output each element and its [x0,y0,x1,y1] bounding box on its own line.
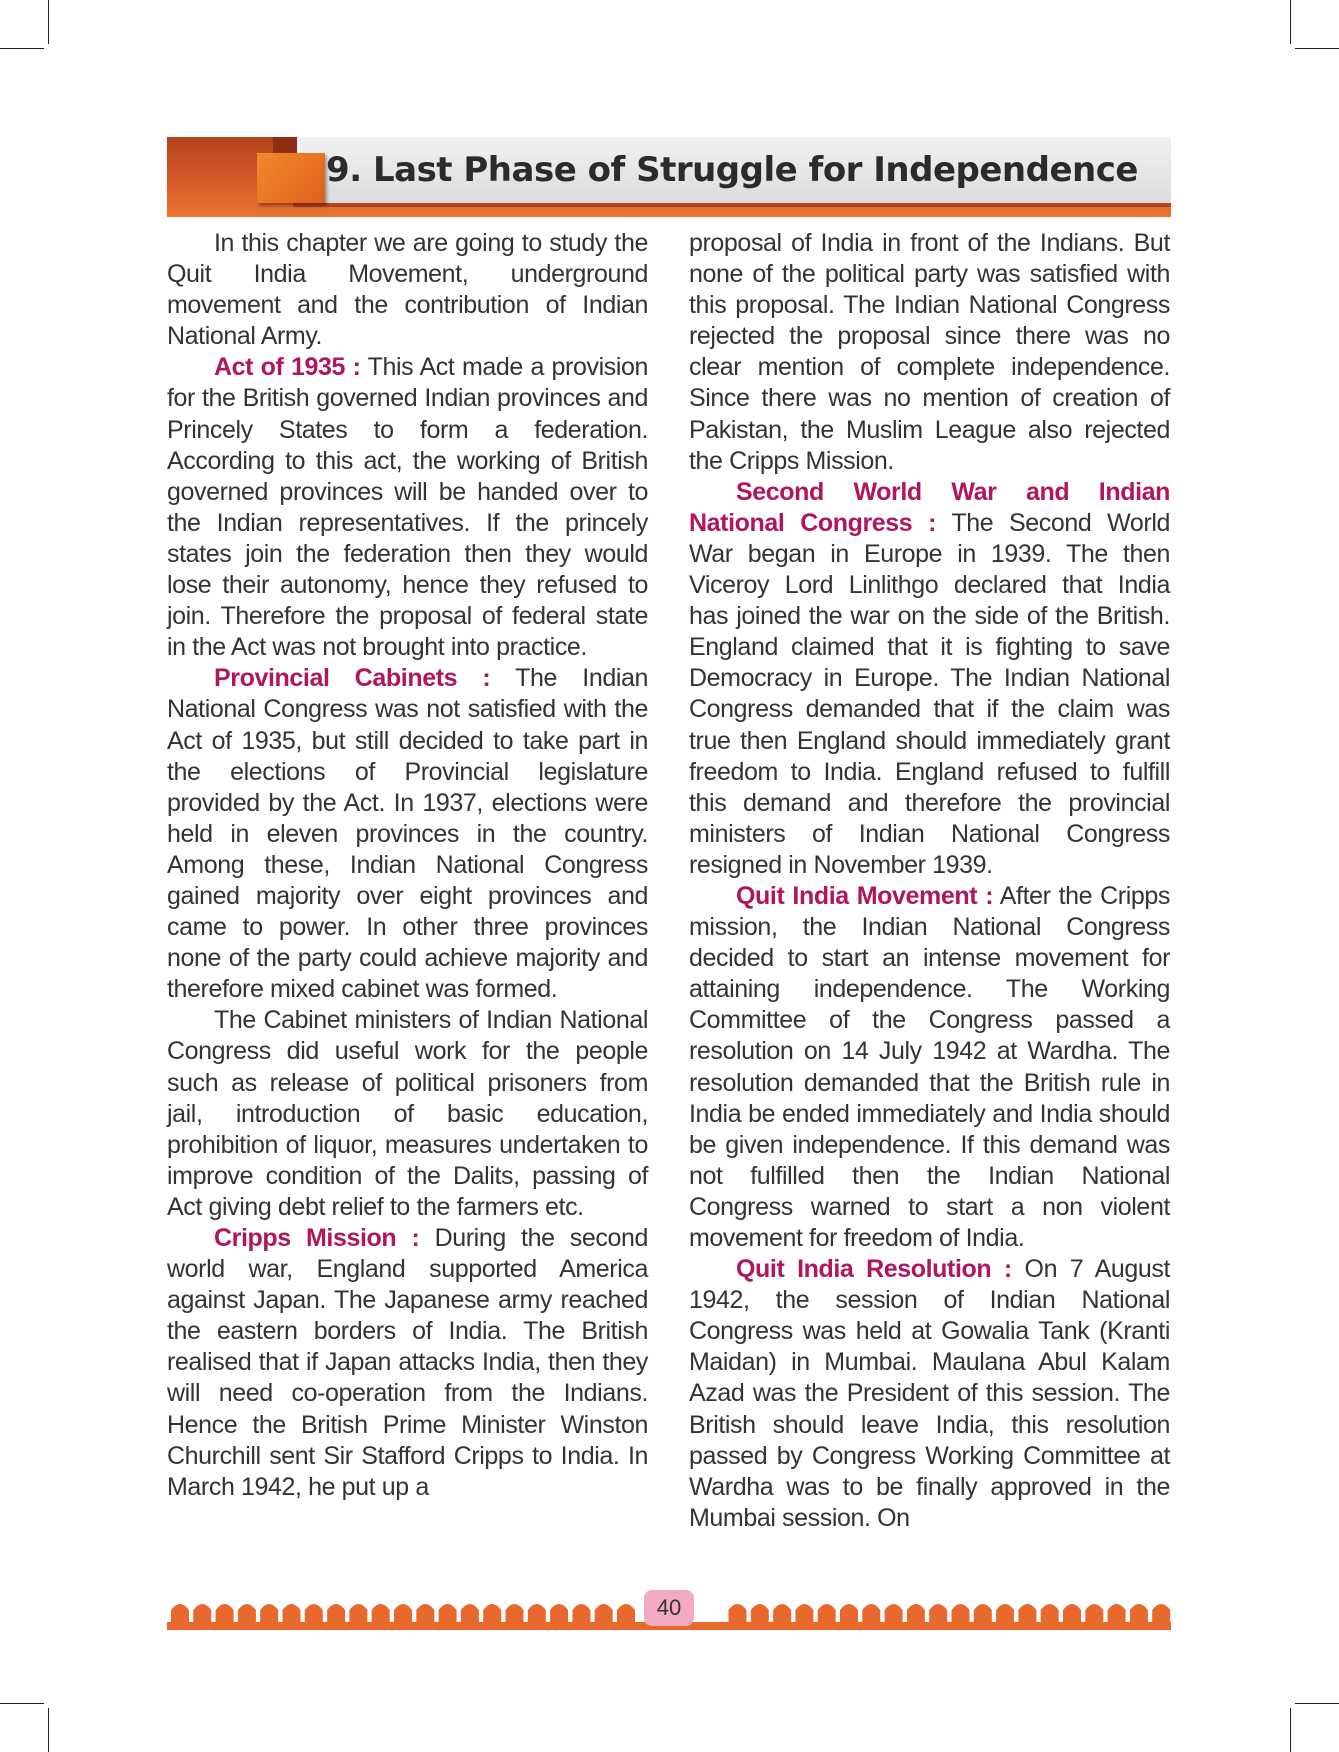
crop-mark [48,1708,49,1752]
footer-scallop [795,1604,813,1622]
footer-scallop [818,1604,836,1622]
footer-scallop [1130,1604,1148,1622]
page-number-badge: 40 [644,1590,694,1626]
footer-scallop [1041,1604,1059,1622]
footer-scallop [349,1604,367,1622]
footer-scallop [840,1604,858,1622]
footer-scallop [461,1604,479,1622]
section-heading: Cripps Mission : [214,1224,420,1252]
paragraph-text: After the Cripps mission, the Indian National Congress decided to start an intense movement for attaining independence. The Working Committee of the Congress passed a resolution on 14 July 1942 at Wardha. The resolution demanded that the British rule in India be ended immediately and India should be given independence. If this demand was not fulfilled then the Indian National Congress warned to start a non violent movement for freedom of India. [689,881,1170,1252]
section-heading: Quit India Movement : [736,881,994,910]
crop-mark [0,48,44,49]
footer-scallop [1063,1604,1081,1622]
paragraph-text: In this chapter we are going to study the Quit India Movement, underground movement and the contribution of Indian National Army. [167,229,648,351]
crop-mark [1295,48,1339,49]
footer-scallop [595,1604,613,1622]
paragraph [689,1254,1170,1534]
paragraph [167,352,648,663]
footer-scallop [1085,1604,1103,1622]
footer-scallop [952,1604,970,1622]
paragraph-text: The Second World War began in Europe in 1939. The then Viceroy Lord Linlithgo declared that India has joined the war on the side of the British. England claimed that it is fighting to save Democracy in Europe. The Indian National Congress demanded that if the claim was true then England should immediately grant freedom to India. England refused to fulfill this demand and therefore the provincial ministers of Indian National Congress resigned in November 1939. [689,508,1170,879]
right-column [689,228,1170,1534]
footer-scallop [907,1604,925,1622]
section-heading: Act of 1935 : [214,353,361,382]
paragraph-text: On 7 August 1942, the session of Indian National Congress was held at Gowalia Tank (Kranti Maidan) in Mumbai. Maulana Abul Kalam Azad was the President of this session. The British should leave India, this resolution passed by Congress Working Committee at Wardha was to be finally approved in the Mumbai session. On [689,1255,1171,1532]
footer-scallop [974,1604,992,1622]
paragraph-text: proposal of India in front of the Indians. But none of the political party was satisfied with this proposal. The Indian National Congress rejected the proposal since there was no clear mention of complete independence. Since there was no mention of creation of Pakistan, the Muslim League also rejected the Cripps Mission. [689,229,1170,475]
footer-scallop [729,1604,747,1622]
paragraph [167,1223,648,1503]
footer-scallop [885,1604,903,1622]
crop-mark [1290,0,1291,44]
footer-scallop [372,1604,390,1622]
footer-scallop [416,1604,434,1622]
paragraph [689,477,1170,881]
footer-scallop [550,1604,568,1622]
footer-scallop [171,1604,189,1622]
footer-scallop [862,1604,880,1622]
page-footer [167,1590,1171,1632]
footer-scallop [929,1604,947,1622]
footer-scallop [327,1604,345,1622]
section-heading: Quit India Resolution : [736,1255,1012,1284]
paragraph [689,881,1170,1254]
paragraph [689,228,1170,477]
footer-scallop [751,1604,769,1622]
left-column [167,228,648,1503]
footer-scallop [1108,1604,1126,1622]
paragraph-text: During the second world war, England supported America against Japan. The Japanese army reached the eastern borders of India. The British realised that if Japan attacks India, then they will need co-operation from the Indians. Hence the British Prime Minister Winston Churchill sent Sir Stafford Cripps to India. In March 1942, he put up a [167,1224,648,1501]
footer-scallop [773,1604,791,1622]
footer-scallop [216,1604,234,1622]
footer-scallop [260,1604,278,1622]
section-heading: Provincial Cabinets : [214,664,491,693]
footer-scallop [1152,1604,1170,1622]
paragraph [167,228,648,352]
footer-scallop [483,1604,501,1622]
crop-mark [48,0,49,44]
paragraph-text: The Indian National Congress was not satisfied with the Act of 1935, but still decided to take part in the elections of Provincial legislature provided by the Act. In 1937, elections were held in eleven provinces in the country. Among these, Indian National Congress gained majority over eight provinces and came to power. In other three provinces none of the party could achieve majority and therefore mixed cabinet was formed. [167,664,648,1004]
footer-scallop [1018,1604,1036,1622]
chapter-banner [167,137,1171,217]
footer-scallop [305,1604,323,1622]
footer-scallop [238,1604,256,1622]
footer-scallop [394,1604,412,1622]
chapter-title: 9. Last Phase of Struggle for Independence [326,150,1138,190]
crop-mark [1295,1703,1339,1704]
footer-scallop [439,1604,457,1622]
paragraph [167,663,648,1005]
paragraph-text: This Act made a provision for the British governed Indian provinces and Princely States to form a federation. According to this act, the working of British governed provinces will be handed over to the Indian representatives. If the princely states join the federation then they would lose their autonomy, hence they refused to join. Therefore the proposal of federal state in the Act was not brought into practice. [167,353,648,662]
footer-scallop [283,1604,301,1622]
footer-scallop [193,1604,211,1622]
footer-scallop [506,1604,524,1622]
footer-scallop [572,1604,590,1622]
paragraph [167,1005,648,1223]
section-heading: Second World War and Indian National Congress : [689,477,1170,537]
footer-scallop [996,1604,1014,1622]
footer-scallop [617,1604,635,1622]
crop-mark [0,1703,44,1704]
crop-mark [1290,1708,1291,1752]
footer-scallop [528,1604,546,1622]
paragraph-text: The Cabinet ministers of Indian National Congress did useful work for the people such as release of political prisoners from jail, introduction of basic education, prohibition of liquor, measures undertaken to improve condition of the Dalits, passing of Act giving debt relief to the farmers etc. [167,1006,648,1221]
